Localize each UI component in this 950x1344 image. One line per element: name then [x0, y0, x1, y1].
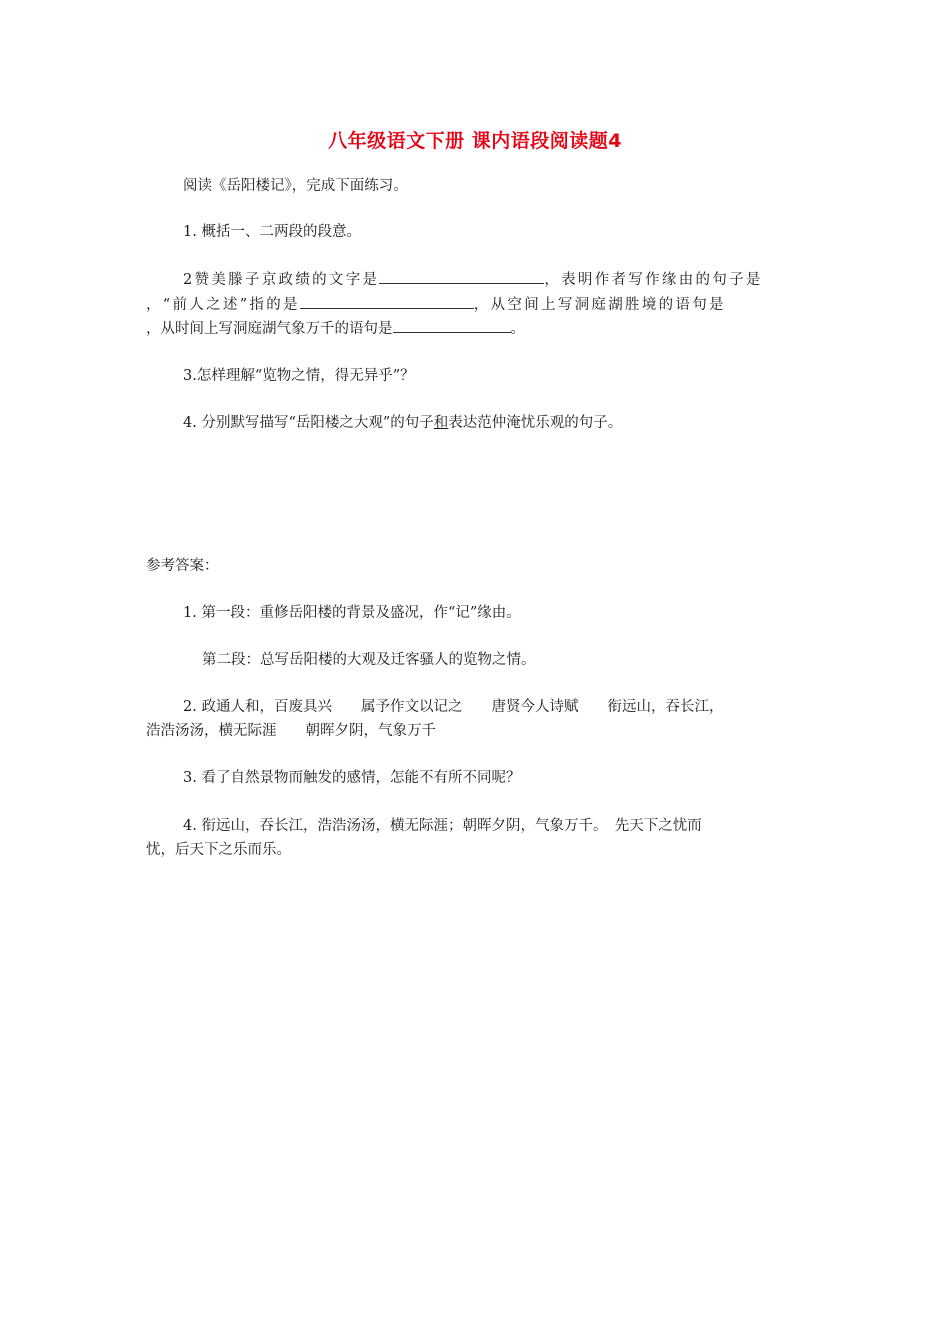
answer-3: 3. 看了自然景物而触发的感情，怎能不有所不同呢？ — [183, 770, 521, 786]
question-2-text-f: 。 — [510, 321, 525, 337]
page-title: 八年级语文下册 课内语段阅读题4 — [328, 130, 622, 152]
question-4-text-a: 4. 分别默写描写“岳阳楼之大观”的句子 — [183, 415, 434, 431]
answers-heading: 参考答案： — [146, 558, 219, 574]
question-2-text-c: ，“前人之述”指的是 — [146, 297, 300, 313]
answer-2-line-1: 2. 政通人和，百废具兴 属予作文以记之 唐贤今人诗赋 衔远山，吞长江， — [183, 699, 724, 715]
answer-blank[interactable] — [379, 269, 544, 284]
answer-1-line-2: 第二段：总写岳阳楼的大观及迁客骚人的览物之情。 — [202, 652, 536, 668]
answer-blank[interactable] — [300, 294, 474, 309]
question-2-line-3 — [146, 318, 525, 339]
intro-text: 阅读《岳阳楼记》，完成下面练习。 — [183, 178, 408, 194]
answer-4-line-2: 忧，后天下之乐而乐。 — [146, 842, 291, 858]
question-2-line-2 — [146, 294, 726, 315]
question-2-line-1 — [183, 269, 763, 290]
answer-blank[interactable] — [393, 318, 511, 333]
answer-4-line-1: 4. 衔远山，吞长江，浩浩汤汤，横无际涯；朝晖夕阴，气象万千。 先天下之忧而 — [183, 818, 702, 834]
question-2-text-b: ，表明作者写作缘由的句子是 — [544, 272, 763, 288]
question-4-underlined: 和 — [433, 415, 449, 431]
answer-2-line-2: 浩浩汤汤，横无际涯 朝晖夕阴，气象万千 — [146, 723, 436, 739]
question-2-text-e: ，从时间上写洞庭湖气象万千的语句是 — [146, 321, 393, 337]
question-4-text-b: 表达范仲淹忧乐观的句子。 — [448, 415, 623, 431]
question-1: 1. 概括一、二两段的段意。 — [183, 224, 361, 240]
question-4 — [183, 413, 622, 433]
question-2-text-a: 2赞美滕子京政绩的文字是 — [183, 272, 380, 288]
answer-1-line-1: 1. 第一段：重修岳阳楼的背景及盛况，作“记”缘由。 — [183, 605, 521, 621]
question-2-text-d: ，从空间上写洞庭湖胜境的语句是 — [473, 297, 726, 313]
question-3: 3.怎样理解“览物之情，得无异乎”？ — [183, 368, 415, 384]
